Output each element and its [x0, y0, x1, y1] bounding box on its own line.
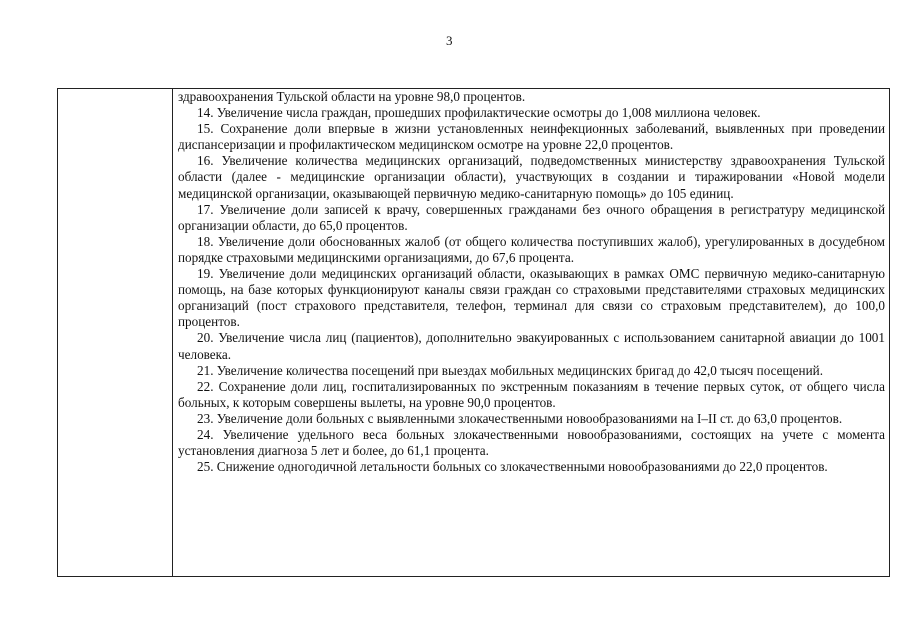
list-item-16: 16. Увеличение количества медицинских организаций, подведомственных министерству здравоохранения Тульской области (далее - медицинские организации области), участвующих в создании и тиражировании «Новой модели медицинской организации, оказывающей первичную медико-санитарную помощь» до 105 единиц.: [178, 153, 885, 201]
list-item-24: 24. Увеличение удельного веса больных злокачественными новообразованиями, состоящих на учете с момента установления диагноза 5 лет и более, до 61,1 процента.: [178, 426, 885, 459]
list-item-21: 21. Увеличение количества посещений при выездах мобильных медицинских бригад до 42,0 тысяч посещений.: [197, 362, 823, 378]
list-item-14: 14. Увеличение числа граждан, прошедших профилактические осмотры до 1,008 миллиона человек.: [197, 105, 761, 121]
page-number: 3: [446, 33, 453, 48]
list-item-13-continuation: здравоохранения Тульской области на уровне 98,0 процентов.: [178, 89, 526, 104]
list-item-23: 23. Увеличение доли больных с выявленными злокачественными новообразованиями на I–II ст. до 63,0 процентов.: [197, 410, 843, 426]
list-item-20: 20. Увеличение числа лиц (пациентов), дополнительно эвакуированных с использованием санитарной авиации до 1001 человека.: [178, 330, 885, 362]
list-item-22: 22. Сохранение доли лиц, госпитализированных по экстренным показаниям в течение первых суток, от общего числа больных, к которым совершены вылеты, на уровне 90,0 процентов.: [178, 378, 885, 410]
table-row: [58, 89, 890, 577]
list-item-25: 25. Снижение одногодичной летальности больных со злокачественными новообразованиями до 22,0 процентов.: [197, 459, 828, 475]
list-item-19: 19. Увеличение доли медицинских организаций области, оказывающих в рамках ОМС первичную медико-санитарную помощь, на базе которых функционируют каналы связи граждан со страховыми представителями страховых медицинских организаций (пост страхового представителя, телефон, терминал для связи со страховым представителем), до 100,0 процентов.: [178, 266, 885, 330]
document-table: [57, 88, 890, 577]
empty-left-column: [58, 89, 173, 577]
list-item-17: 17. Увеличение доли записей к врачу, совершенных гражданами без очного обращения в регистратуру медицинской организации области, до 65,0 процентов.: [178, 201, 885, 233]
list-item-15: 15. Сохранение доли впервые в жизни установленных неинфекционных заболеваний, выявленных при проведении диспансеризации и профилактическом медицинском осмотре на уровне 22,0 процентов.: [178, 121, 885, 153]
list-item-18: 18. Увеличение доли обоснованных жалоб (от общего количества поступивших жалоб), урегулированных в досудебном порядке страховыми медицинскими организациями, до 67,6 процента.: [178, 233, 885, 265]
text-column: [173, 89, 890, 577]
